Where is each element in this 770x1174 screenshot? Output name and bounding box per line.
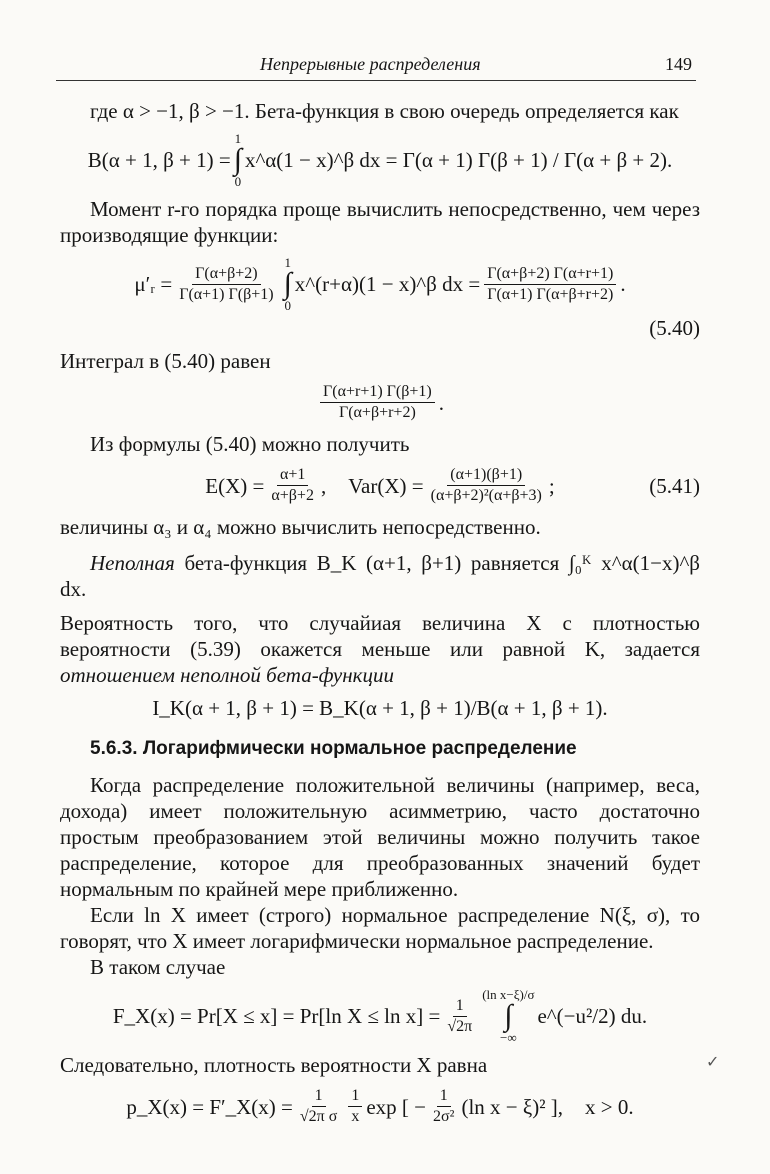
integral-sign-icon: ∫: [283, 267, 292, 300]
probability-text: Вероятность того, что случайиая величина X с плотностью вероятности (5.39) окажется меньше или равной K, задается: [60, 611, 700, 662]
ex-fraction: [268, 465, 317, 506]
pdf-lhs: p_X(x) = F′_X(x) =: [126, 1094, 293, 1119]
pdf-condition: x > 0.: [585, 1094, 634, 1119]
running-head: Непрерывные распределения: [260, 54, 481, 74]
cdf-numerator: 1: [453, 996, 467, 1017]
equation-number-row: [60, 316, 700, 340]
moment-fraction-1: [176, 264, 276, 305]
check-mark-icon: ✓: [706, 1054, 720, 1071]
pdf-f1-numerator: 1: [312, 1086, 326, 1107]
ex-denominator: α+β+2: [271, 487, 314, 505]
ratio-term: отношением неполной бета-функции: [60, 663, 394, 688]
moment-int-upper: 1: [284, 255, 291, 270]
pdf-f2-denominator: x: [351, 1108, 360, 1126]
equation-integral-value: [60, 382, 700, 423]
moment-lhs: μ′ᵣ =: [134, 271, 173, 296]
pdf-tail: (ln x − ξ)² ],: [461, 1094, 564, 1119]
paragraph-from-formula: Из формулы (5.40) можно получить: [90, 432, 410, 457]
ex-numerator: α+1: [277, 465, 308, 486]
equation-mean-variance: [60, 465, 700, 506]
moment-f1-denominator: Γ(α+1) Γ(β+1): [179, 285, 274, 303]
integral-value-fraction: [320, 382, 435, 423]
equation-ratio: [60, 696, 700, 720]
integral-value-numerator: Γ(α+r+1) Γ(β+1): [320, 382, 435, 403]
paragraph-lognormal-motivation: Когда распределение положительной величины (например, веса, дохода) имеет положительную асимметрию, часто достаточно простым преобразованием этой величины можно получить такое распределение, которое для преобразованных значений будет нормальным по крайней мере приближенно.: [60, 773, 700, 902]
integral-sign-icon: ∫: [233, 143, 242, 176]
page-number: 149: [665, 54, 692, 74]
moment-int-lower: 0: [284, 298, 291, 313]
beta-int-lower: 0: [234, 174, 242, 189]
header-rule: [56, 80, 696, 81]
paragraph-in-this-case: В таком случае: [90, 955, 226, 980]
page-header: [60, 54, 700, 84]
moment-fraction-2: [484, 264, 616, 305]
var-lhs: Var(X) =: [348, 473, 424, 498]
paragraph-probability: [60, 610, 700, 688]
pdf-fraction-2: [348, 1086, 362, 1127]
moment-integrand: x^(r+α)(1 − x)^β dx =: [294, 271, 481, 296]
moment-end: .: [620, 271, 626, 296]
paragraph-moment-intro: Момент r-го порядка проще вычислить непосредственно, чем через производящие функции:: [60, 197, 700, 247]
paragraph-incomplete-beta: [60, 550, 700, 602]
pdf-f2-numerator: 1: [348, 1086, 362, 1107]
moment-f1-numerator: Γ(α+β+2): [192, 264, 260, 285]
cdf-fraction: [444, 996, 475, 1037]
var-end: ;: [548, 473, 555, 498]
beta-integral-sign: [234, 132, 242, 188]
ratio-formula: I_K(α + 1, β + 1) = B_K(α + 1, β + 1)/B(α + 1, β + 1).: [152, 696, 608, 721]
book-page: [60, 54, 700, 1135]
integral-value-end: .: [438, 390, 444, 415]
equation-number-5-41: (5.41): [649, 473, 700, 498]
equation-number-5-40: (5.40): [649, 316, 700, 340]
cdf-int-upper: (ln x−ξ)/σ: [482, 987, 535, 1003]
moment-f2-denominator: Γ(α+1) Γ(α+β+r+2): [487, 285, 614, 303]
pdf-f3-numerator: 1: [437, 1086, 451, 1107]
incomplete-word: Неполная: [90, 551, 175, 576]
beta-lhs: B(α + 1, β + 1) =: [87, 147, 231, 172]
moment-f2-numerator: Γ(α+β+2) Γ(α+r+1): [484, 264, 616, 285]
cdf-integrand: e^(−u²/2) du.: [537, 1004, 648, 1029]
equation-pdf: [60, 1086, 700, 1127]
var-denominator: (α+β+2)²(α+β+3): [430, 487, 542, 505]
paragraph-beta-definition: где α > −1, β > −1. Бета-функция в свою очередь определяется как: [90, 99, 679, 123]
beta-int-upper: 1: [234, 131, 242, 146]
beta-rhs: x^α(1 − x)^β dx = Γ(α + 1) Γ(β + 1) / Γ(α + β + 2).: [244, 147, 673, 172]
equation-moment: [60, 256, 700, 312]
ex-lhs: E(X) =: [205, 473, 265, 498]
paragraph-integral-equals: Интеграл в (5.40) равен: [60, 349, 271, 374]
section-heading: 5.6.3. Логарифмически нормальное распределение: [90, 738, 577, 760]
pdf-f3-denominator: 2σ²: [433, 1108, 455, 1126]
pdf-fraction-3: [430, 1086, 457, 1127]
paragraph-lognormal-definition: Если ln X имеет (строго) нормальное распределение N(ξ, σ), то говорят, что X имеет логарифмически нормальное распределение.: [60, 903, 700, 954]
ex-separator: ,: [320, 473, 327, 498]
pdf-f1-denominator: √2π σ: [299, 1108, 338, 1126]
paragraph-skew-kurtosis: величины α₃ и α₄ можно вычислить непосредственно.: [60, 515, 541, 540]
integral-sign-icon: ∫: [504, 999, 513, 1033]
var-fraction: [428, 465, 545, 506]
equation-beta-function: [60, 132, 700, 188]
cdf-int-lower: −∞: [500, 1030, 517, 1046]
var-numerator: (α+1)(β+1): [447, 465, 525, 486]
equation-cdf: [60, 988, 700, 1044]
cdf-denominator: √2π: [447, 1017, 473, 1035]
pdf-exp: exp [ −: [366, 1094, 427, 1119]
integral-value-denominator: Γ(α+β+r+2): [338, 404, 416, 422]
moment-integral-sign: [284, 256, 292, 312]
paragraph-therefore: Следовательно, плотность вероятности X равна: [60, 1053, 488, 1078]
pdf-fraction-1: [297, 1086, 340, 1127]
incomplete-beta-text: бета-функция B_K (α+1, β+1) равняется ∫₀ᴷ x^α(1−x)^β dx.: [60, 551, 700, 602]
cdf-integral-sign: [482, 988, 534, 1044]
cdf-lhs: F_X(x) = Pr[X ≤ x] = Pr[ln X ≤ ln x] =: [112, 1004, 441, 1029]
